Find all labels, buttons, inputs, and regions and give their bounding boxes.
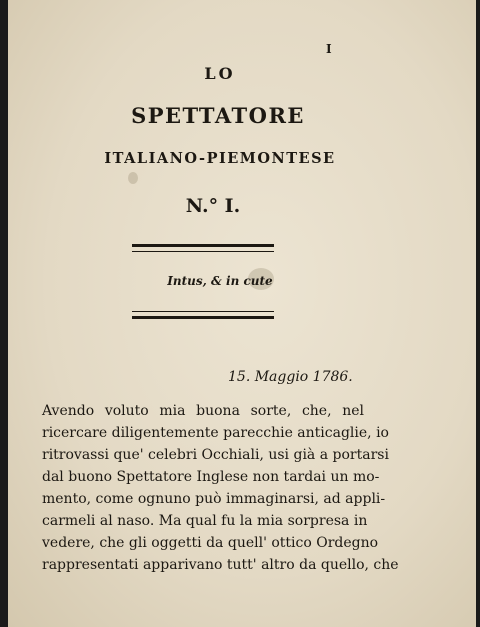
ink-stain [128, 172, 138, 184]
rule-thin-bottom [132, 311, 274, 312]
motto: Intus, & in cute [167, 274, 273, 288]
body-line: dal buono Spettatore Inglese non tardai un mo- [42, 469, 380, 485]
issue-date: 15. Maggio 1786. [228, 369, 353, 385]
body-line: ritrovassi que' celebri Occhiali, usi già a portarsi [42, 447, 389, 463]
rule-thick-bottom [132, 316, 274, 319]
book-page [8, 0, 476, 627]
body-line: carmeli al naso. Ma qual fu la mia sorpresa in [42, 513, 368, 529]
body-line: rappresentati apparivano tutt' altro da quello, che [42, 557, 399, 573]
header-lo: LO [204, 64, 236, 83]
body-line: vedere, che gli oggetti da quell' ottico Ordegno [42, 535, 379, 551]
body-line: ricercare diligentemente parecchie anticaglie, io [42, 425, 389, 441]
rule-thin-top [132, 251, 274, 252]
page-title: SPETTATORE [131, 103, 305, 128]
page-number: I [326, 42, 332, 56]
issue-number: N.° I. [185, 195, 241, 217]
body-line: Avendo voluto mia buona sorte, che, nel [42, 403, 364, 419]
body-text [42, 400, 399, 576]
body-line: mento, come ognuno può immaginarsi, ad appli- [42, 491, 386, 507]
page-subtitle: ITALIANO-PIEMONTESE [104, 150, 336, 167]
rule-thick-top [132, 244, 274, 247]
